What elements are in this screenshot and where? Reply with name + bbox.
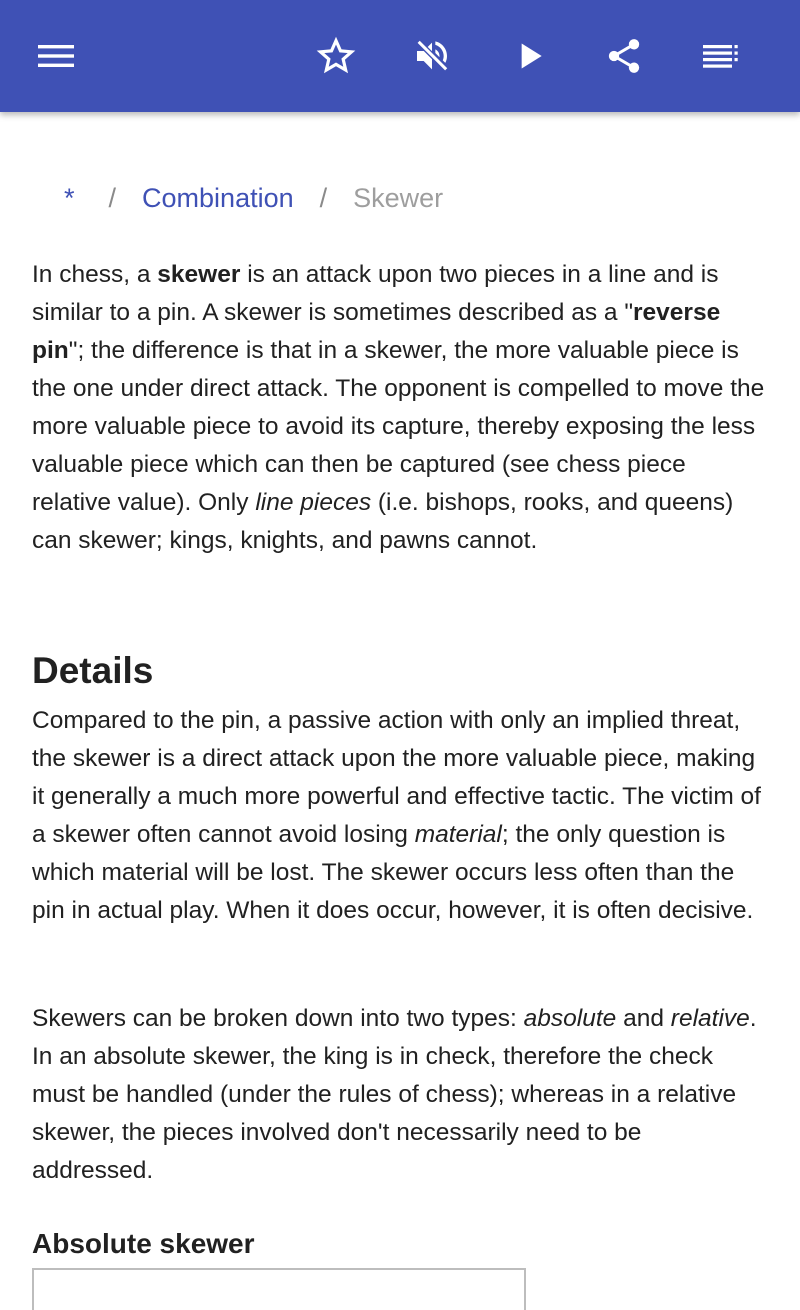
- text-span: Compared to the pin, a passive action with only an implied threat, the skewer is a direct attack upon the more valuable piece, making it generally a much more powerful and effective tactic. The victim of a skewer often cannot avoid losing: [32, 707, 761, 848]
- bold-term: reverse pin: [32, 299, 721, 364]
- italic-term: line pieces: [255, 489, 372, 516]
- text-span: Skewers can be broken down into two types:: [32, 1005, 524, 1032]
- italic-term: material: [414, 821, 502, 848]
- details-heading: Details: [32, 650, 154, 691]
- text-span: "; the difference is that in a skewer, the more valuable piece is the one under direct attack. The opponent is compelled to move the more valuable piece to avoid its capture, thereby exposing the less valuable piece which can then be captured (see chess piece relative value). Only: [32, 337, 765, 516]
- absolute-skewer-heading: Absolute skewer: [32, 1228, 255, 1259]
- diagram-frame: [32, 1268, 526, 1310]
- breadcrumb-parent-link[interactable]: Combination: [142, 182, 294, 213]
- italic-term: absolute: [523, 1005, 617, 1032]
- text-span: ; the only question is which material will be lost. The skewer occurs less often than the pin in actual play. When it does occur, however, it is often decisive.: [32, 821, 754, 924]
- breadcrumb-home-link[interactable]: *: [64, 182, 75, 213]
- text-span: (i.e. bishops, rooks, and queens) can skewer; kings, knights, and pawns cannot.: [32, 489, 734, 554]
- breadcrumb-current: Skewer: [353, 182, 444, 213]
- volume-off-icon[interactable]: [408, 32, 456, 80]
- details-paragraph-2: [32, 1000, 768, 1190]
- details-paragraph-1: [32, 702, 768, 930]
- app-toolbar: [0, 0, 800, 112]
- breadcrumb: [56, 182, 443, 214]
- breadcrumb-separator: /: [319, 182, 328, 213]
- play-icon[interactable]: [506, 32, 554, 80]
- text-span: is an attack upon two pieces in a line and is similar to a pin. A skewer is sometimes described as a ": [32, 261, 719, 326]
- intro-paragraph: [32, 256, 768, 560]
- share-icon[interactable]: [600, 32, 648, 80]
- bold-term: skewer: [157, 261, 241, 288]
- text-span: . In an absolute skewer, the king is in check, therefore the check must be handled (under the rules of chess); whereas in a relative skewer, the pieces involved don't necessarily need to be addressed.: [32, 1005, 757, 1184]
- text-span: and: [616, 1005, 671, 1032]
- menu-icon[interactable]: [32, 32, 80, 80]
- playlist-icon[interactable]: [696, 32, 744, 80]
- italic-term: relative: [670, 1005, 750, 1032]
- breadcrumb-separator: /: [108, 182, 117, 213]
- star-icon[interactable]: [312, 32, 360, 80]
- text-span: In chess, a: [32, 261, 158, 288]
